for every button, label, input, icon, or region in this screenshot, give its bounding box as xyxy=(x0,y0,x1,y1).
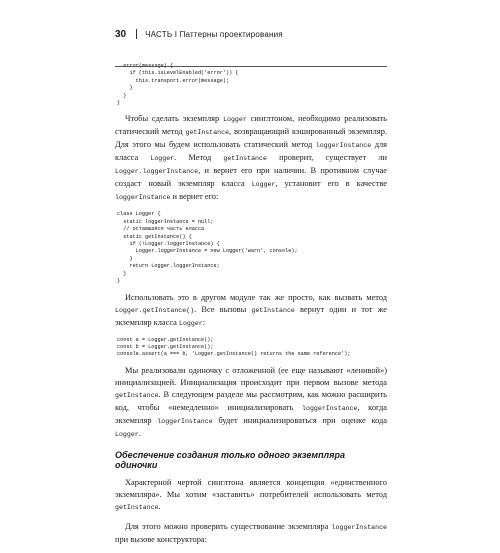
paragraph-3: Мы реализовали одиночку с отложенной (ее еще называют «ленивой») инициализацией. Инициализация происходит при первом вызове метода getInstance. В следующем разделе мы рассмотрим, как можно расширить код, чтобы «немедленно» инициализировать loggerInstance, когда экземпляр loggerInstance будет инициализироваться при оценке кода Logger. xyxy=(115,365,388,438)
inline-code: getInstance xyxy=(223,155,267,163)
inline-code: getInstance xyxy=(115,503,159,511)
inline-code: loggerInstance xyxy=(115,194,171,202)
code-block-3: const a = Logger.getInstance(); const b = Logger.getInstance(); console.assert(a === b, 'Logger.getInstance() returns the same reference'); xyxy=(117,336,351,358)
part-title: Паттерны проектирования xyxy=(179,29,283,39)
header-rule xyxy=(115,66,387,67)
book-page xyxy=(115,27,387,553)
inline-code: Logger xyxy=(223,116,247,124)
inline-code: Logger.loggerInstance xyxy=(115,168,199,176)
code-block-2: class Logger { static loggerInstance = null; // оставшаяся часть класса static getInstance() { if (!Logger.loggerInstance) { Logger.loggerInstance = new Logger('warn', console); } return Logger.loggerInstance; } } xyxy=(117,211,298,285)
paragraph-indent xyxy=(115,478,125,487)
paragraph-5: Для этого можно проверить существование экземпляра loggerInstance при вызове конструктора: xyxy=(115,521,387,544)
inline-code: Logger xyxy=(115,430,139,438)
page-header xyxy=(115,27,387,41)
code-block-1: error(message) { if (this.isLevelEnabled('error')) { this.transport.error(message); } } } xyxy=(117,63,239,107)
part-label: ЧАСТЬ I xyxy=(145,29,178,39)
inline-code: Logger xyxy=(150,155,175,163)
inline-code: loggerInstance xyxy=(315,142,372,150)
inline-code: Logger xyxy=(251,181,276,189)
page-number: 30 xyxy=(115,28,127,40)
running-title xyxy=(145,30,283,39)
inline-code: Logger xyxy=(179,319,203,327)
header-divider xyxy=(136,29,137,39)
paragraph-indent xyxy=(115,366,125,375)
paragraph-indent xyxy=(115,293,125,302)
inline-code: getInstance xyxy=(115,391,159,399)
paragraph-4: Характерной чертой синглтона является концепция «единственного экземпляра». Мы хотим «заставить» потребителей использовать метод getInstance. xyxy=(115,477,387,511)
inline-code: Logger.getInstance() xyxy=(115,306,195,314)
inline-code: loggerInstance xyxy=(302,404,358,412)
paragraph-2: Использовать это в другом модуле так же просто, как вызвать метод Logger.getInstance(). Все вызовы getInstance вернут один и тот же экземпляр класса Logger: xyxy=(115,292,387,327)
inline-code: loggerInstance xyxy=(331,523,387,531)
paragraph-1: Чтобы сделать экземпляр Logger синглтоном, необходимо реализовать статический метод getInstance, возвращающий кэшированный экземпляр. Для этого мы будем использовать статический метод loggerInstance для класса Logger. Метод getInstance проверит, существует ли Logger.loggerInstance, и вернет его при наличии. В противном случае создаст новый экземпляр класса Logger, установит его в качестве loggerInstance и вернет его: xyxy=(115,114,388,202)
section-heading: Обеспечение создания только одного экземпляра одиночки xyxy=(115,449,345,470)
paragraph-indent xyxy=(115,114,125,123)
inline-code: getInstance xyxy=(185,129,230,137)
paragraph-indent xyxy=(115,522,125,531)
inline-code: loggerInstance xyxy=(157,417,213,425)
inline-code: getInstance xyxy=(251,306,295,314)
